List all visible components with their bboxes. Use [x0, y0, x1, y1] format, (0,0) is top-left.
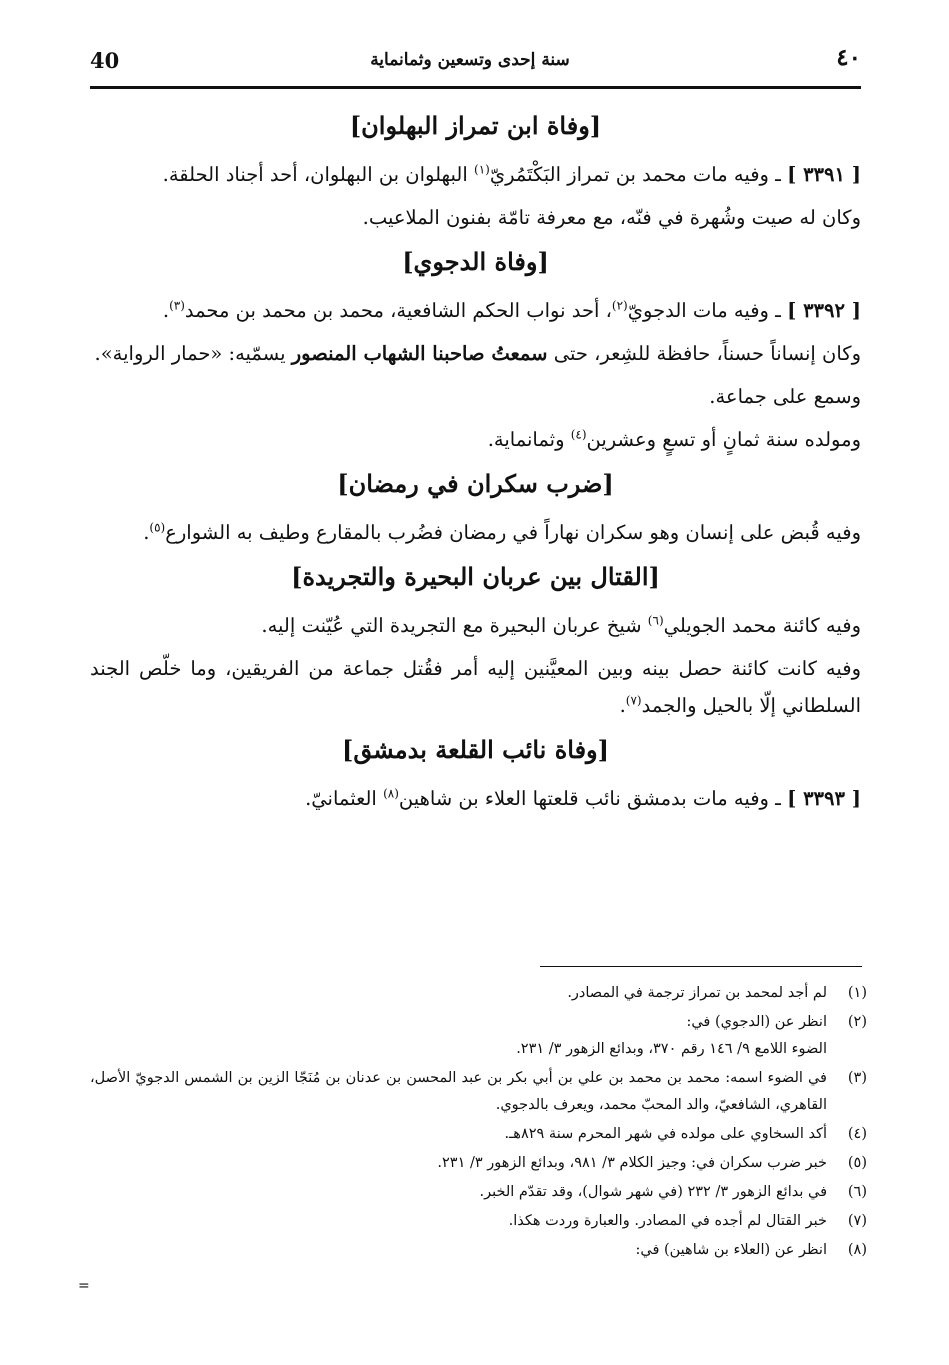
entry-number: [ ٣٣٩٢ ]	[787, 299, 861, 322]
entry-paragraph: [ ٣٣٩٢ ] ـ وفيه مات الدجويّ$^{(٢)}$، أحد نواب الحكم الشافعية، محمد بن محمد بن محمد$^{(٣)}$.	[162, 298, 861, 322]
entry-paragraph: [ ٣٣٩٣ ] ـ وفيه مات بدمشق نائب قلعتها العلاء بن شاهين$^{(٨)}$ العثمانيّ.	[305, 786, 861, 810]
paragraph: وفيه كانت كائنة حصل بينه وبين المعيَّنين إليه أمر فقُتل جماعة من الفريقين، وما خلّص الجند السلطاني إلّا بالحيل والجمد$^{(٧)}$.	[90, 657, 861, 717]
footnote	[90, 1121, 867, 1148]
footnote-text: خبر القتال لم أجده في المصادر. والعبارة وردت هكذا.	[508, 1213, 827, 1229]
footnote-ref: (١)	[474, 162, 490, 177]
footnote	[90, 1237, 867, 1264]
entry-number: [ ٣٣٩٣ ]	[787, 787, 861, 810]
footnote-text: في بدائع الزهور ٣/ ٢٣٢ (في شهر شوال)، وقد تقدّم الخبر.	[479, 1184, 827, 1200]
footnote-number: (٨)	[847, 1242, 867, 1258]
footnote-text: الضوء اللامع ٩/ ١٤٦ رقم ٣٧٠، وبدائع الزهور ٣/ ٢٣١.	[516, 1041, 827, 1057]
section-heading: [وفاة الدجوي]	[402, 247, 549, 276]
footnote-ref: (٤)	[570, 427, 587, 442]
footnote-number: (٢)	[847, 1014, 867, 1030]
paragraph: وسمع على جماعة.	[709, 385, 861, 408]
main-text	[90, 106, 861, 823]
paragraph: وفيه كائنة محمد الجويلي$^{(٦)}$ شيخ عربان البحيرة مع التجريدة التي عُيّنت إليه.	[261, 613, 861, 637]
footnotes	[90, 980, 867, 1266]
footnote-ref: (٣)	[169, 298, 185, 313]
footnote-ref: (٧)	[625, 693, 642, 708]
footnote-text: انظر عن (الدجوي) في:	[686, 1014, 827, 1030]
entry-number: [ ٣٣٩١ ]	[787, 163, 861, 186]
header-rule	[90, 86, 861, 89]
footnote	[90, 980, 867, 1007]
bold-phrase: سمعتُ صاحبنا الشهاب المنصور	[291, 342, 548, 365]
running-title: سنة إحدى وتسعين وثمانماية	[370, 50, 570, 70]
footnote	[90, 1179, 867, 1206]
page-number-arabic: ٤٠	[836, 44, 861, 71]
footnote-text: لم أجد لمحمد بن تمراز ترجمة في المصادر.	[567, 985, 827, 1001]
footnote	[90, 1208, 867, 1235]
paragraph: وفيه قُبض على إنسان وهو سكران نهاراً في رمضان فضُرب بالمقارع وطيف به الشوارع$^{(٥)}$.	[143, 520, 861, 544]
footnote-number: (١)	[847, 985, 867, 1001]
footnote-ref: (٦)	[647, 613, 664, 628]
footnote	[90, 1065, 867, 1119]
footnote-number: (٥)	[847, 1155, 867, 1171]
footnote-ref: (٢)	[611, 298, 628, 313]
footnote-number: (٧)	[847, 1213, 867, 1229]
footnote-text: في الضوء اسمه: محمد بن محمد بن علي بن أبي بكر بن عبد المحسن بن عدنان بن مُنَجّا الزين بن الشمس الدجويّ الأصل، القاهري، الشافعيّ، والد المحبّ محمد، ويعرف بالدجوي.	[90, 1070, 827, 1113]
paragraph: وكان إنساناً حسناً، حافظة للشِعر، حتى سمعتُ صاحبنا الشهاب المنصور يسمّيه: «حمار الرواية».	[94, 342, 861, 365]
footnote-separator	[540, 966, 862, 967]
section-heading: [القتال بين عربان البحيرة والتجريدة]	[291, 562, 660, 591]
footnote	[90, 1150, 867, 1177]
section-heading: [ضرب سكران في رمضان]	[337, 469, 614, 498]
footnote-ref: (٥)	[149, 520, 166, 535]
section-heading: [وفاة ابن تمراز البهلوان]	[349, 111, 602, 140]
footnote-text: خبر ضرب سكران في: وجيز الكلام ٣/ ٩٨١، وبدائع الزهور ٣/ ٢٣١.	[437, 1155, 827, 1171]
entry-paragraph: [ ٣٣٩١ ] ـ وفيه مات محمد بن تمراز البَكْتَمُريّ$^{(١)}$ البهلوان بن البهلوان، أحد أجناد الحلقة.	[162, 162, 861, 186]
paragraph: ومولده سنة ثمانٍ أو تسعٍ وعشرين$^{(٤)}$ وثمانماية.	[487, 427, 861, 451]
page-number-latin: 40	[90, 48, 120, 73]
bottom-mark: =	[78, 1278, 90, 1294]
footnote-text: أكد السخاوي على مولده في شهر المحرم سنة ٨٢٩هـ.	[504, 1126, 827, 1142]
footnote-number: (٣)	[847, 1070, 867, 1086]
footnote-number: (٦)	[847, 1184, 867, 1200]
footnote-number: (٤)	[847, 1126, 867, 1142]
footnote-text: انظر عن (العلاء بن شاهين) في:	[635, 1242, 827, 1258]
section-heading: [وفاة نائب القلعة بدمشق]	[341, 735, 610, 764]
footnote	[90, 1009, 867, 1063]
paragraph: وكان له صيت وشُهرة في فنّه، مع معرفة تامّة بفنون الملاعيب.	[362, 206, 861, 229]
footnote-ref: (٨)	[383, 786, 399, 801]
